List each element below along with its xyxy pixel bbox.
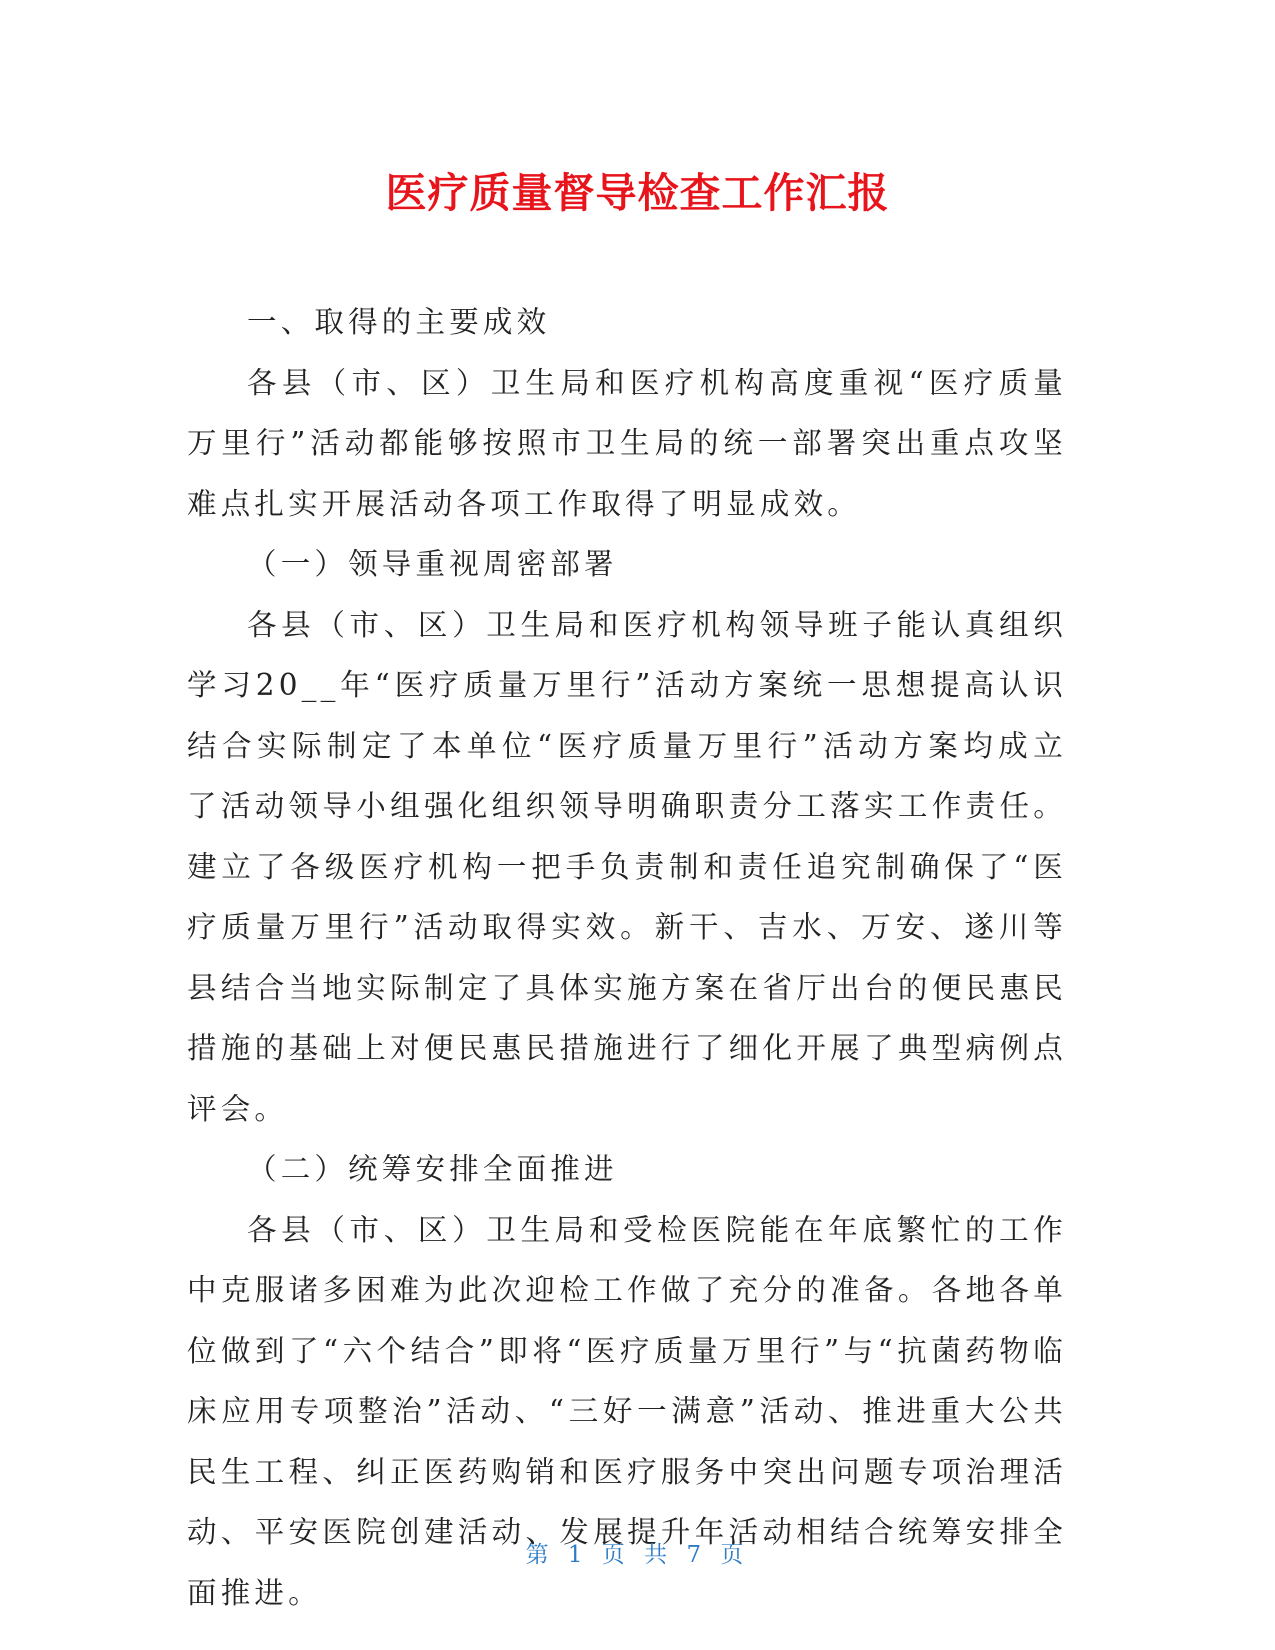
paragraph-3: 各县（市、区）卫生局和受检医院能在年底繁忙的工作中克服诸多困难为此次迎检工作做了充分的准备。各地各单位做到了“六个结合”即将“医疗质量万里行”与“抗菌药物临床应用专项整治”活动、“三好一满意”活动、推进重大公共民生工程、纠正医药购销和医疗服务中突出问题专项治理活动、平安医院创建活动、发展提升年活动相结合统筹安排全面推进。 [187, 1212, 1067, 1610]
page-number-footer: 第 1 页 共 7 页 [525, 1542, 750, 1568]
paragraph-2: 各县（市、区）卫生局和医疗机构领导班子能认真组织学习20__年“医疗质量万里行”活动方案统一思想提高认识结合实际制定了本单位“医疗质量万里行”活动方案均成立了活动领导小组强化组织领导明确职责分工落实工作责任。建立了各级医疗机构一把手负责制和责任追究制确保了“医疗质量万里行”活动取得实效。新干、吉水、万安、遂川等县结合当地实际制定了具体实施方案在省厅出台的便民惠民措施的基础上对便民惠民措施进行了细化开展了典型病例点评会。 [187, 607, 1067, 1126]
section-heading-1: 一、取得的主要成效 [247, 305, 551, 339]
subsection-heading-1: （一）领导重视周密部署 [247, 547, 618, 581]
paragraph-1: 各县（市、区）卫生局和医疗机构高度重视“医疗质量万里行”活动都能够按照市卫生局的统一部署突出重点攻坚难点扎实开展活动各项工作取得了明显成效。 [187, 365, 1067, 521]
document-title: 医疗质量督导检查工作汇报 [385, 169, 890, 217]
subsection-heading-2: （二）统筹安排全面推进 [247, 1152, 618, 1186]
document-body [187, 292, 1067, 1623]
